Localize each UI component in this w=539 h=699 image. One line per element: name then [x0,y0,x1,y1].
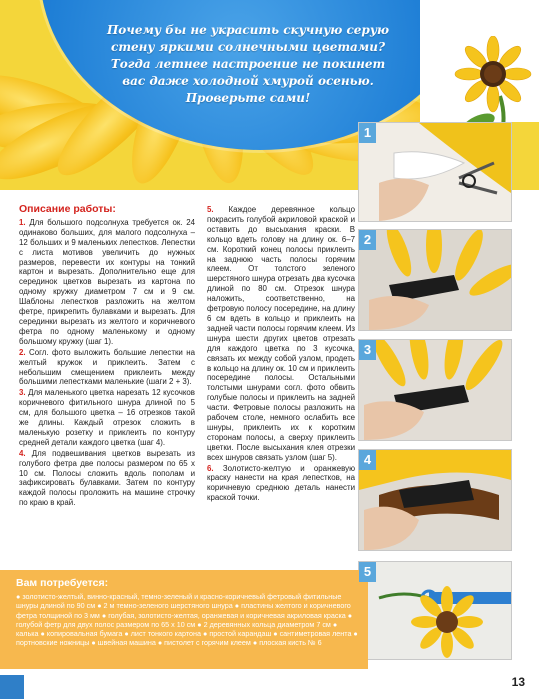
instructions-column-2 [207,205,355,504]
step-number: 6. [207,463,214,473]
step-number: 1. [19,217,26,227]
step-1 [19,218,195,347]
headline-line: Тогда летнее настроение не покинет [110,57,386,71]
step-photo-4 [358,449,512,551]
step-4 [19,449,195,508]
headline-line: Почему бы не украсить скучную серую [106,23,390,37]
step-badge: 1 [359,123,376,143]
instructions-column-1 [19,205,195,509]
step-badge: 2 [359,230,376,250]
materials-box [0,570,368,669]
gluing-small-petals-image [359,340,511,440]
step-badge: 4 [359,450,376,470]
step-text: Для маленького цветка нарезать 12 кусочков коричневого фитильного шнура длиной по 5 см, для большого цветка – 16 отрезков такой же длины. Каждый отрезок сложить в маленькую розетку и приклеить по контуру средней детали каждого цветка (шаг 4). [19,388,195,447]
step-text: Для подвешивания цветков вырезать из голубого фетра две полосы размером по 65 х 10 см. Полосы сложить вдоль пополам и зафиксировать булавками. Затем по контуру каждой полосы проложить на машине строчку по краю в край. [19,448,196,508]
step-number: 4. [19,448,26,458]
step-photo-2 [358,229,512,331]
headline-line: вас даже холодной хмурой осенью. [122,74,374,88]
step-number: 2. [19,347,26,357]
step-2 [19,348,195,388]
gluing-cord-image [359,450,511,550]
step-number: 3. [19,388,26,398]
headline-line: Проверьте сами! [185,91,311,105]
assembled-hanger-image [359,562,511,659]
step-3 [19,388,195,447]
step-text: Золотисто-желтую и оранжевую краску нанести на края лепестков, на коричневую среднюю деталь нанести краской точки. [207,463,355,503]
step-badge: 3 [359,340,376,360]
page-number: 13 [511,675,525,689]
step-text: Каждое деревянное кольцо покрасить голубой акриловой краской и оставить до высыхания краски. В кольцо вдеть голову на длину ок. 6–7 см. Короткий конец полосы приклеить на заднюю часть полосы горячим клеем. От толстого зеленого шерстяного шнура отрезать два кусочка длиной по 80 см. Отрезок шнура наложить, соответственно, на фетровую полосу посередине, на длину 6 см вдеть в кольцо и приклеить на задней части полосы горячим клеем. Из шнура шести других цветов отрезать для каждого цветка по 3 кусочка, связать их между собой узлом, продеть в кольцо на длину ок. 10 см и приклеить посередине полосы. Остальными толстыми шнурами согл. фото обвить голубые полосы и приклеить на задней части. Фетровые полосы разложить на рабочем столе, немного ослабить все шнуры, приклеить их к коротким сторонам полосы, а сверху приклеить цветки. После высыхания клея отрезки всех шнуров связать узлом (шаг 5). [207,205,356,462]
gluing-petals-image [359,230,511,330]
step-photo-3 [358,339,512,441]
headline [78,22,418,107]
step-text: Для большого подсолнуха требуется ок. 24 одинаково больших, для малого подсолнуха – 12 больших и 9 маленьких лепестков. Лепестки с листа мотивов увеличить до нужных размеров, перевести их контуры на тонкий картон и вырезать. Дополнительно еще для серединок цветков вырезать из картона по одному кружку диаметром 7 см и 9 см. Шаблоны лепестков разложить на желтом фетре, прикрепить булавками и вырезать. Для серединки вырезать из желтого и коричневого фетра по одному маленькому и одному большому кружку (шаг 1). [19,217,195,346]
step-5 [207,205,355,463]
step-badge: 5 [359,562,376,582]
materials-list: ● золотисто-желтый, винно-красный, темно-зеленый и красно-коричневый фетровый фитильные шнуры длиной по 90 см ● 2 м темно-зеленого шерстяного шнура ● пластины желтого и коричневого фетра толщиной по 3 мм ● голубая, золотисто-желтая, оранжевая и коричневая акриловая краска ● голубой фетр для двух полос размером по 65 х 10 см ● 2 деревянных кольца диаметром 7 см ● калька ● копировальная бумага ● лист тонкого картона ● простой карандаш ● сантиметровая лента ● портновские ножницы ● швейная машина ● пистолет с горячим клеем ● плоская кисть № 6 [16,592,358,648]
page-corner-tab [0,675,24,699]
step-photo-5 [358,561,512,660]
step-text: Согл. фото выложить большие лепестки на желтый кружок и приклеить. Затем с небольшим смещением приклеить между большими лепестками маленькие (шаги 2 + 3). [19,347,195,387]
section-title: Описание работы: [19,203,116,215]
step-6 [207,464,355,504]
step-number: 5. [207,205,214,214]
cutting-felt-image [359,123,511,221]
headline-line: стену яркими солнечными цветами? [111,40,385,54]
materials-title: Вам потребуется: [16,577,109,589]
step-photo-1 [358,122,512,222]
